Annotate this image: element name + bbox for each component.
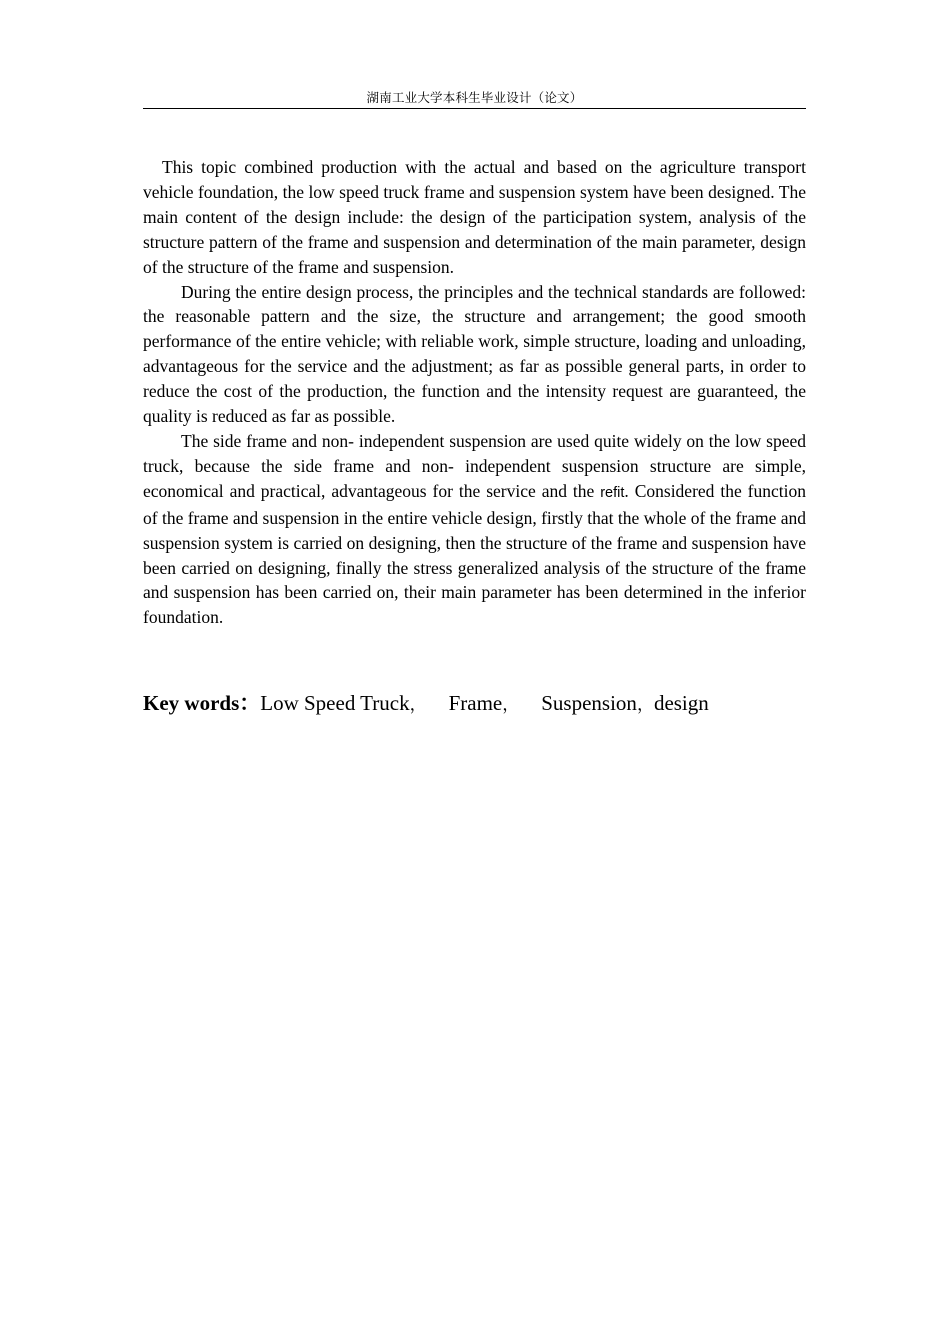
page-header	[143, 88, 806, 109]
keyword-item: Frame	[448, 691, 503, 715]
paragraph-3-sans-word: refit	[600, 484, 625, 501]
abstract-paragraph-3	[143, 429, 806, 630]
keyword-item: Suspension	[541, 691, 637, 715]
abstract-body	[143, 155, 806, 630]
abstract-paragraph-1: This topic combined production with the actual and based on the agriculture transport vehicle foundation, the low speed truck frame and suspension system have been designed. The main content of the design include: the design of the participation system, analysis of the structure pattern of the frame and suspension and determination of the main parameter, design of the structure of the frame and suspension.	[143, 157, 806, 277]
abstract-paragraph-2: During the entire design process, the principles and the technical standards are followed: the reasonable pattern and the size, the structure and arrangement; the good smooth performance of the entire vehicle; with reliable work, simple structure, loading and unloading, advantageous for the service and the adjustment; as far as possible general parts, in order to reduce the cost of the production, the function and the intensity request are guaranteed, the quality is reduced as far as possible.	[143, 281, 806, 427]
paragraph-3-text-start: The side frame and non- independent suspension are used quite widely on the low speed truck, because the side frame and non- independent suspension structure are simple, economical and practical, advantageous for the service and the	[143, 430, 806, 501]
keyword-separator: ，	[502, 695, 520, 715]
header-title: 湖南工业大学本科生毕业设计（论文）	[366, 90, 583, 105]
paragraph-3-text-end: . Considered the function of the frame and suspension in the entire vehicle design, firstly that the whole of the frame and suspension system is carried on designing, then the structure of the frame and suspension have been carried on designing, finally the stress generalized analysis of the structure of the frame and suspension has been carried on, their main parameter has been determined in the inferior foundation.	[143, 480, 806, 628]
keyword-separator: ，	[409, 695, 427, 715]
keyword-item: design	[653, 691, 709, 715]
keywords-label: Key words：	[143, 691, 261, 715]
keyword-item: Low Speed Truck	[260, 691, 410, 715]
keywords-line	[143, 688, 806, 720]
keyword-separator: ，	[636, 695, 654, 715]
